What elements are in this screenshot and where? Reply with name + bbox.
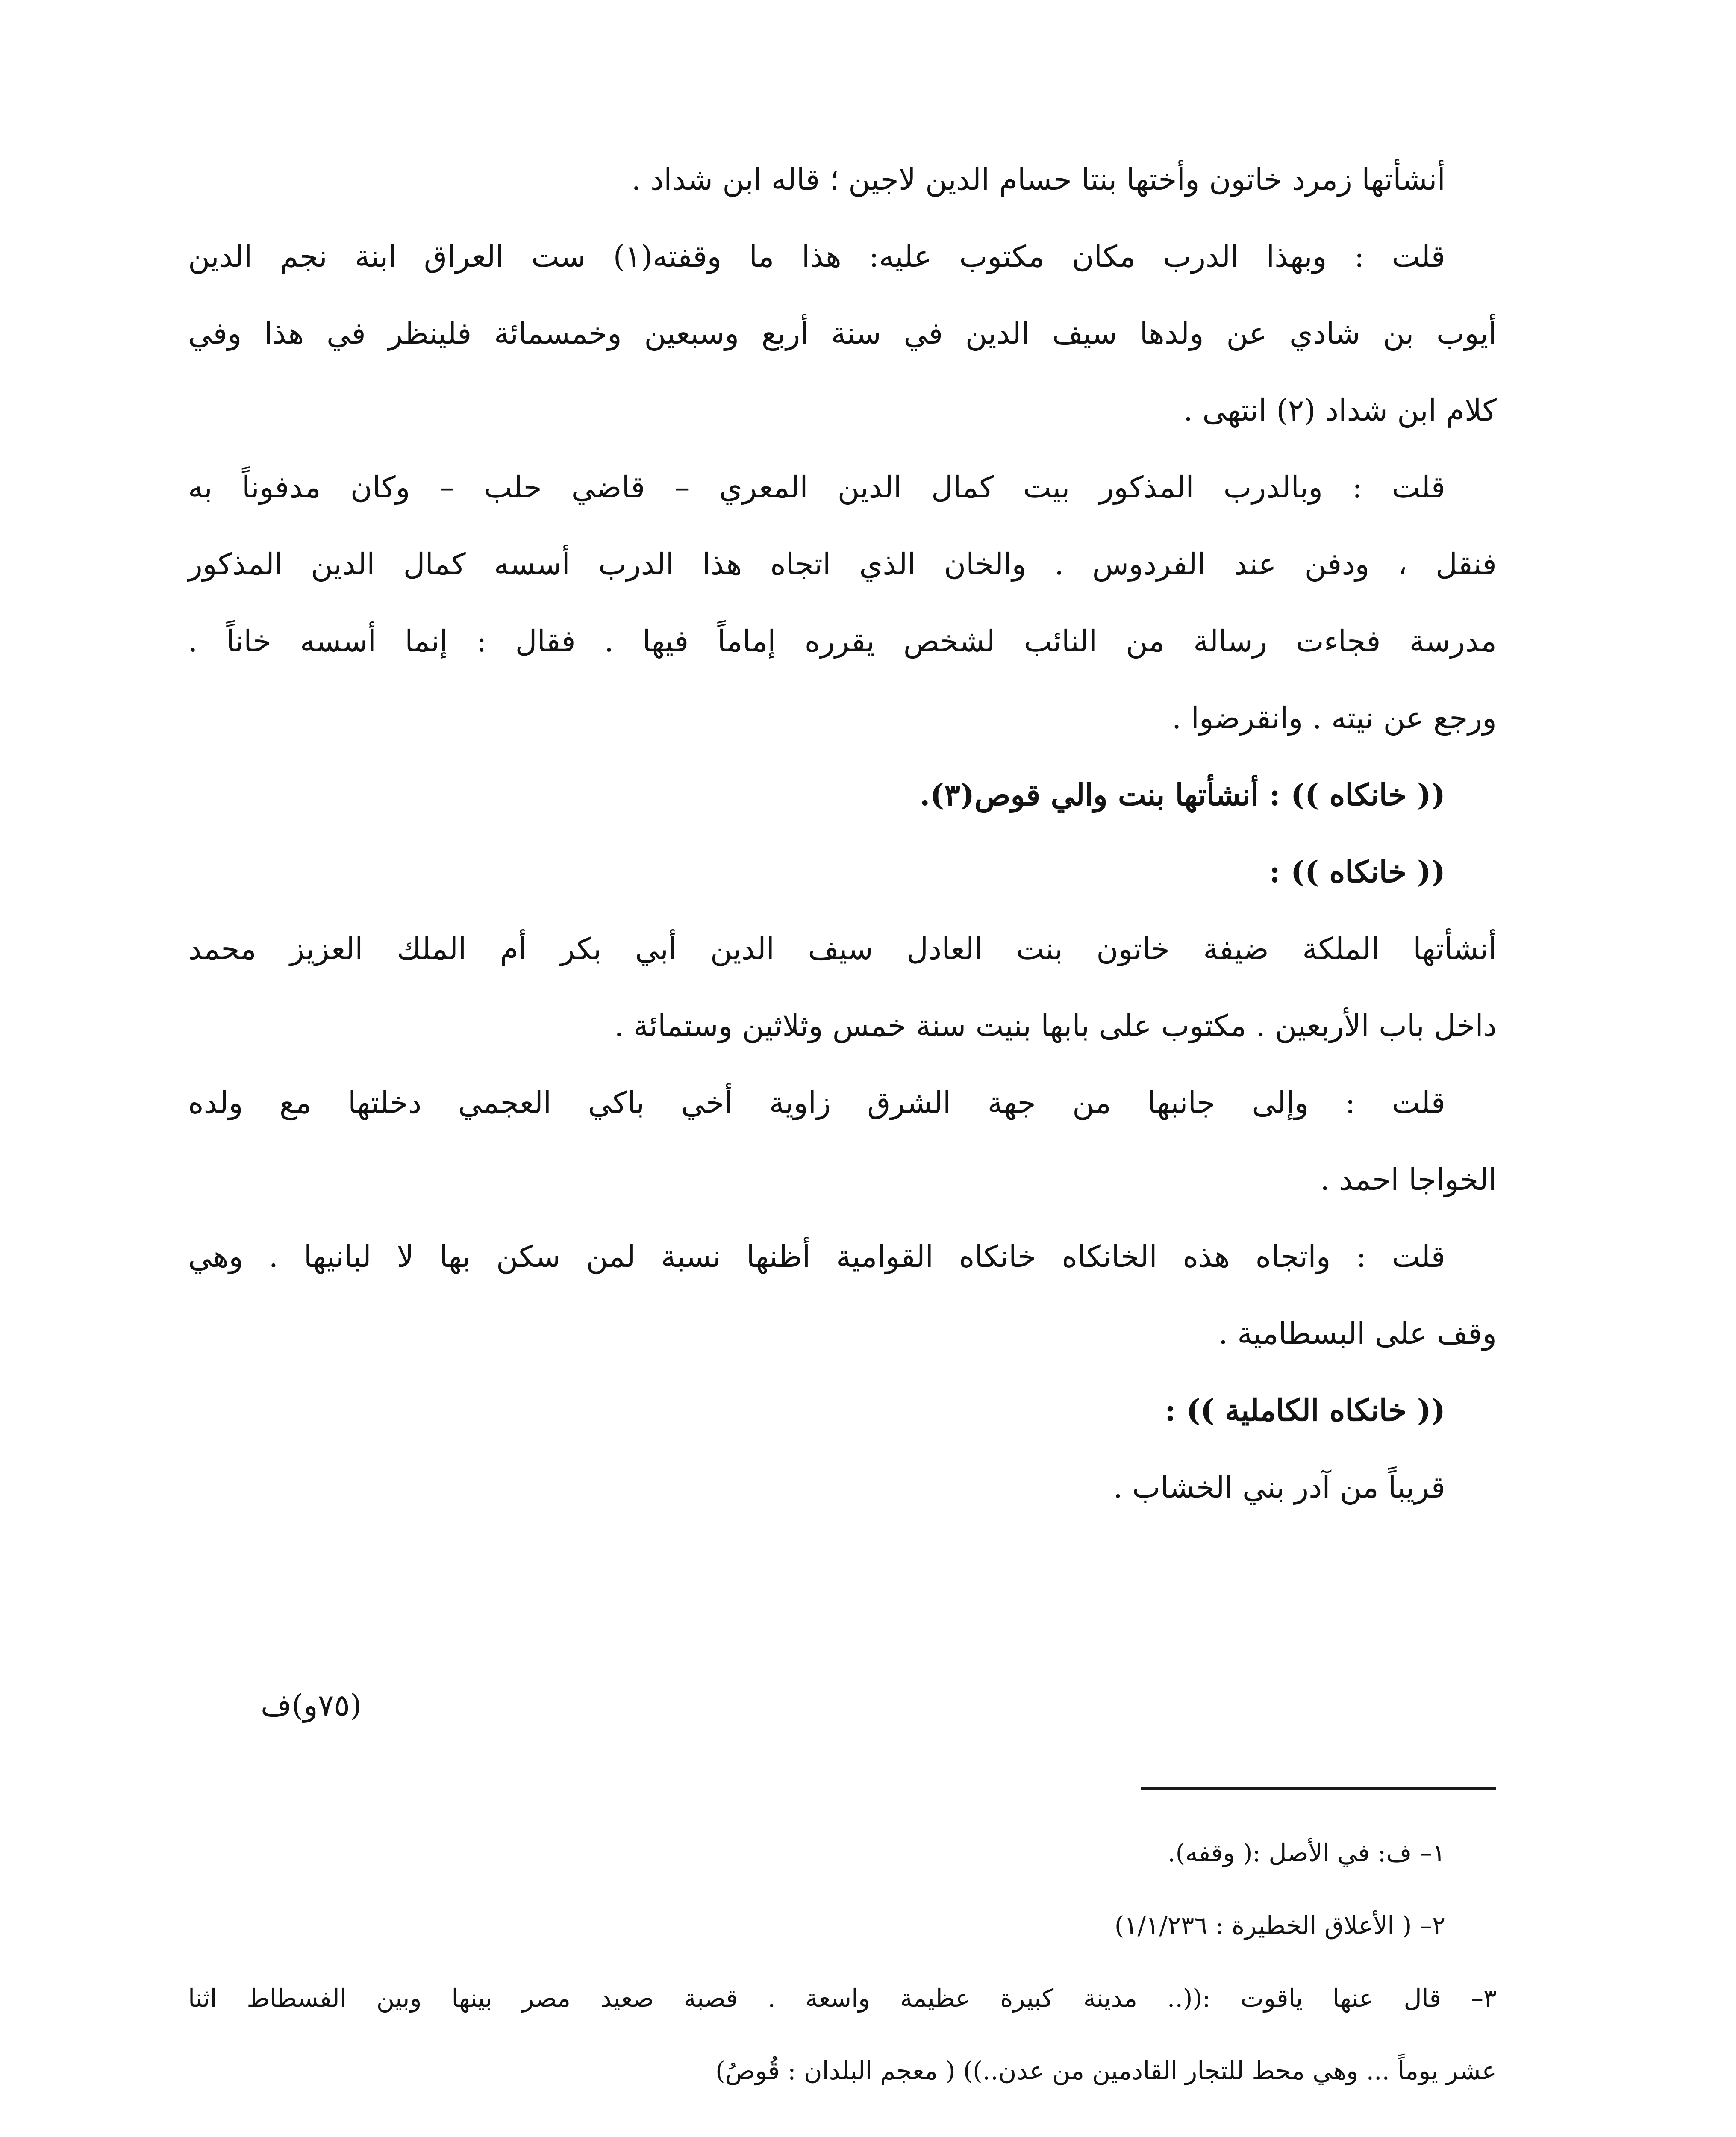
- body-line-7: مدرسة فجاءت رسالة من النائب لشخص يقرره إماماً فيها . فقال : إنما أسسه خاناً .: [188, 624, 1497, 659]
- body-line-15: قلت : واتجاه هذه الخانكاه خانكاه القوامية أظنها نسبة لمن سكن بها لا لبانيها . وهي: [188, 1239, 1445, 1274]
- body-line-1: أنشأتها زمرد خاتون وأختها بنتا حسام الدين لاجين ؛ قاله ابن شداد .: [631, 162, 1445, 197]
- footnote-3-continued: عشر يوماً ... وهي محط للتجار القادمين من عدن..)) ( معجم البلدان : قُوصُ): [715, 2056, 1497, 2085]
- heading-khanqah-1: (( خانكاه )) : أنشأتها بنت والي قوص(٣).: [919, 777, 1445, 812]
- body-line-8: ورجع عن نيته . وانقرضوا .: [1171, 701, 1497, 736]
- heading-khanqah-2: (( خانكاه )) :: [1269, 854, 1445, 889]
- footnote-2: ٢– ( الأعلاق الخطيرة : ١/١/٢٣٦): [1114, 1911, 1445, 1940]
- body-line-4: كلام ابن شداد (٢) انتهى .: [1183, 393, 1497, 428]
- body-line-13: قلت : وإلى جانبها من جهة الشرق زاوية أخي باكي العجمي دخلتها مع ولده: [188, 1085, 1445, 1120]
- footnote-1: ١– ف: في الأصل :( وقفه).: [1168, 1838, 1445, 1867]
- body-line-5: قلت : وبالدرب المذكور بيت كمال الدين المعري – قاضي حلب – وكان مدفوناً به: [188, 470, 1445, 505]
- body-line-2: قلت : وبهذا الدرب مكان مكتوب عليه: هذا ما وقفته(١) ست العراق ابنة نجم الدين: [188, 239, 1445, 274]
- folio-marker: (٧٥و)ف: [261, 1688, 362, 1723]
- body-line-16: وقف على البسطامية .: [1218, 1316, 1497, 1351]
- body-line-14: الخواجا احمد .: [1320, 1162, 1497, 1197]
- heading-khanqah-kamiliyya: (( خانكاه الكاملية )) :: [1165, 1392, 1445, 1428]
- body-line-11: أنشأتها الملكة ضيفة خاتون بنت العادل سيف الدين أبي بكر أم الملك العزيز محمد: [188, 931, 1497, 966]
- body-line-12: داخل باب الأربعين . مكتوب على بابها بنيت سنة خمس وثلاثين وستمائة .: [614, 1008, 1497, 1043]
- footnote-divider: [1141, 1787, 1496, 1790]
- body-line-3: أيوب بن شادي عن ولدها سيف الدين في سنة أربع وسبعين وخمسمائة فلينظر في هذا وفي: [188, 316, 1497, 351]
- body-line-6: فنقل ، ودفن عند الفردوس . والخان الذي اتجاه هذا الدرب أسسه كمال الدين المذكور: [188, 547, 1497, 582]
- body-line-18: قريباً من آدر بني الخشاب .: [1113, 1470, 1445, 1505]
- footnote-3: ٣– قال عنها ياقوت :((.. مدينة كبيرة عظيمة واسعة . قصبة صعيد مصر بينها وبين الفسطاط اثنا: [188, 1984, 1497, 2013]
